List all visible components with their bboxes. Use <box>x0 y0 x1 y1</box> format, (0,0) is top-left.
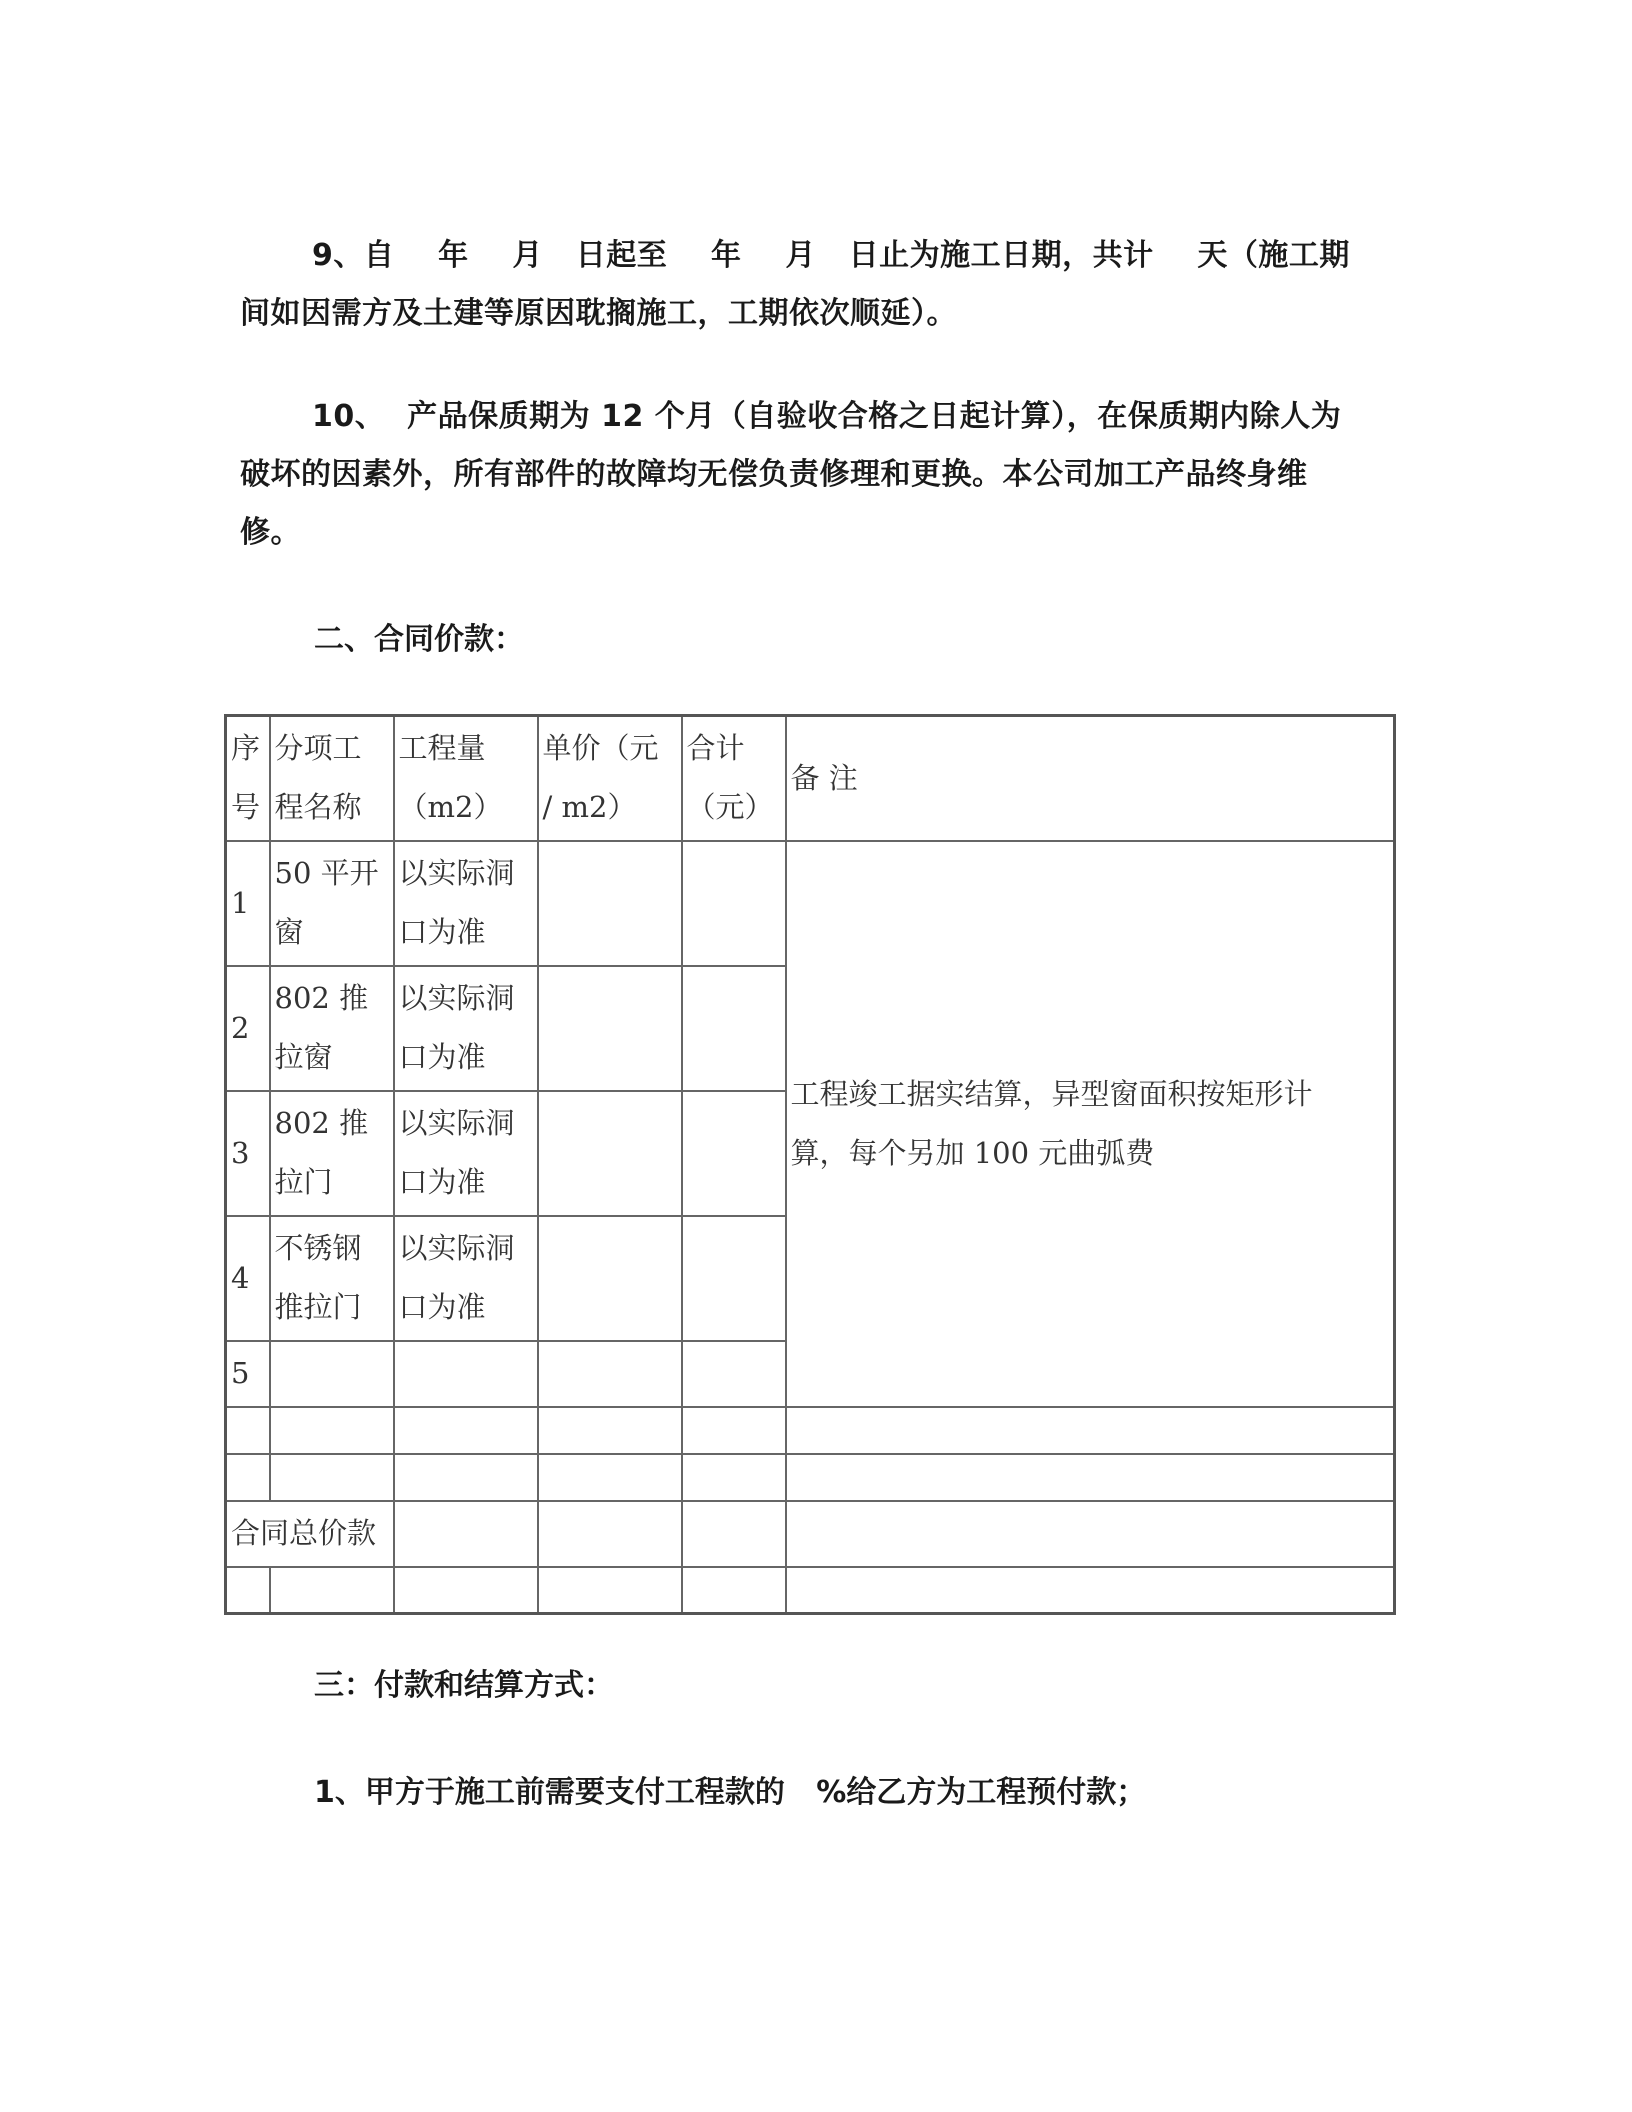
row-item: 802 推 拉窗 <box>270 966 394 1091</box>
clause-10 <box>240 388 1380 562</box>
row-no: 4 <box>226 1216 270 1341</box>
row-qty: 以实际洞 口为准 <box>394 1091 538 1216</box>
table-row <box>226 841 1395 966</box>
total-value <box>394 1501 538 1567</box>
row-price <box>538 1091 682 1216</box>
row-no: 1 <box>226 841 270 966</box>
row-total <box>682 1091 786 1216</box>
remark-cell: 工程竣工据实结算，异型窗面积按矩形计 算，每个另加 100 元曲弧费 <box>786 841 1395 1407</box>
section-heading-contract-price: 二、合同价款： <box>314 622 524 657</box>
row-qty: 以实际洞 口为准 <box>394 1216 538 1341</box>
clause-9 <box>240 227 1380 343</box>
row-price <box>538 966 682 1091</box>
contract-price-table <box>224 714 1396 1615</box>
row-total <box>682 1341 786 1407</box>
row-item: 802 推 拉门 <box>270 1091 394 1216</box>
row-total <box>682 841 786 966</box>
table-row-empty <box>226 1454 1395 1501</box>
row-total <box>682 1216 786 1341</box>
header-total: 合计 （元） <box>682 716 786 841</box>
row-qty: 以实际洞 口为准 <box>394 841 538 966</box>
clause-10-line-3: 修。 <box>240 515 301 550</box>
header-no: 序 号 <box>226 716 270 841</box>
section-heading-payment: 三：付款和结算方式： <box>314 1668 614 1703</box>
row-no: 3 <box>226 1091 270 1216</box>
clause-9-line-1: 9、自 年 月 日起至 年 月 日止为施工日期，共计 天（施工期 <box>312 238 1350 273</box>
row-price <box>538 1216 682 1341</box>
row-item: 不锈钢 推拉门 <box>270 1216 394 1341</box>
payment-item-1: 1、甲方于施工前需要支付工程款的 %给乙方为工程预付款； <box>314 1775 1147 1810</box>
row-total <box>682 966 786 1091</box>
header-price: 单价（元 / m2） <box>538 716 682 841</box>
header-item: 分项工 程名称 <box>270 716 394 841</box>
row-price <box>538 841 682 966</box>
clause-10-line-1: 10、 产品保质期为 12 个月（自验收合格之日起计算），在保质期内除人为 <box>312 399 1342 434</box>
row-qty: 以实际洞 口为准 <box>394 966 538 1091</box>
row-price <box>538 1341 682 1407</box>
table-row-empty <box>226 1407 1395 1454</box>
total-row <box>226 1501 1395 1567</box>
header-remark: 备 注 <box>786 716 1395 841</box>
row-no: 5 <box>226 1341 270 1407</box>
table-header-row <box>226 716 1395 841</box>
table-row-empty <box>226 1567 1395 1614</box>
clause-9-line-2: 间如因需方及土建等原因耽搁施工，工期依次顺延）。 <box>240 296 957 331</box>
row-qty <box>394 1341 538 1407</box>
row-no: 2 <box>226 966 270 1091</box>
clause-10-line-2: 破坏的因素外，所有部件的故障均无偿负责修理和更换。本公司加工产品终身维 <box>240 457 1308 492</box>
row-item: 50 平开 窗 <box>270 841 394 966</box>
header-qty: 工程量 （m2） <box>394 716 538 841</box>
row-item <box>270 1341 394 1407</box>
total-label: 合同总价款 <box>226 1501 394 1567</box>
